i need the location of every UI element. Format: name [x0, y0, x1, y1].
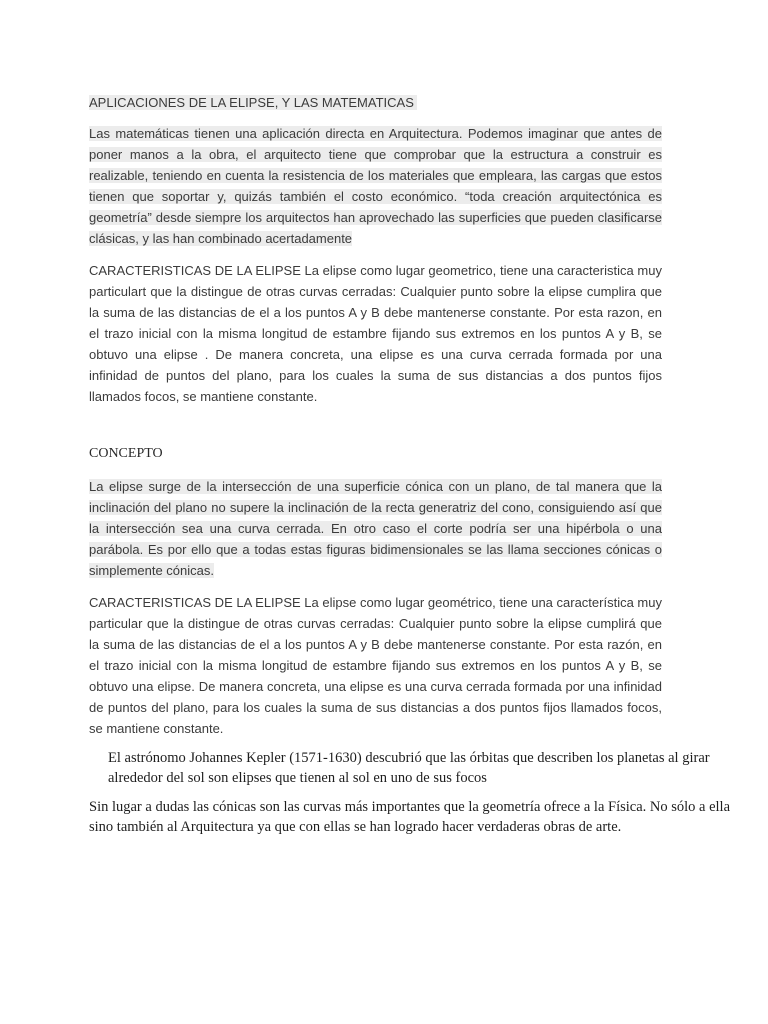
paragraph-concept-text: La elipse surge de la intersección de una superficie cónica con un plano, de tal manera que la inclinación del plano no supere la inclinación de la recta generatriz del cono, consiguiendo así que la intersección sea una curva cerrada. En otro caso el corte podría ser una hipérbola o una parábola. Es por ello que a todas estas figuras bidimensionales se las llama secciones cónicas o simplemente cónicas. — [89, 479, 662, 578]
document-title-text: APLICACIONES DE LA ELIPSE, Y LAS MATEMATICAS — [89, 95, 417, 110]
paragraph-characteristics: CARACTERISTICAS DE LA ELIPSE La elipse como lugar geometrico, tiene una caracteristica muy particulart que la distingue de otras curvas cerradas: Cualquier punto sobre la elipse cumplira que la suma de las distancias de el a los puntos A y B debe mantenerse constante. Por esta razon, en el trazo inicial con la misma longitud de estambre fijando sus extremos en los puntos A y B, se obtuvo una elipse . De manera concreta, una elipse es una curva cerrada formada por una infinidad de puntos del plano, para los cuales la suma de sus distancias a dos puntos fijos llamados focos, se mantiene constante. — [89, 263, 662, 404]
paragraph-characteristics-accented: CARACTERISTICAS DE LA ELIPSE La elipse como lugar geométrico, tiene una característica muy particular que la distingue de otras curvas cerradas: Cualquier punto sobre la elipse cumplirá que la suma de las distancias de el a los puntos A y B debe mantenerse constante. Por esta razón, en el trazo inicial con la misma longitud de estambre fijando sus extremos en los puntos A y B, se obtuvo una elipse. De manera concreta, una elipse es una curva cerrada formada por una infinidad de puntos del plano, para los cuales la suma de sus distancias a dos puntos fijos llamados focos, se mantiene constante. — [89, 595, 662, 736]
paragraph-concept — [89, 476, 662, 581]
document-title — [89, 92, 662, 113]
concept-heading: CONCEPTO — [89, 446, 163, 461]
kepler-quote: El astrónomo Johannes Kepler (1571-1630) descubrió que las órbitas que describen los planetas al girar alrededor del sol son elipses que tienen al sol en uno de sus focos — [108, 750, 710, 786]
paragraph-architecture — [89, 123, 662, 249]
paragraph-conclusion: Sin lugar a dudas las cónicas son las curvas más importantes que la geometría ofrece a la Física. No sólo a ella sino también al Arquitectura ya que con ellas se han logrado hacer verdaderas obras de arte. — [89, 799, 731, 835]
paragraph-architecture-text: Las matemáticas tienen una aplicación directa en Arquitectura. Podemos imaginar que antes de poner manos a la obra, el arquitecto tiene que comprobar que la estructura a construir es realizable, teniendo en cuenta la resistencia de los materiales que empleara, las cargas que estos tienen que soportar y, quizás también el costo económico. “toda creación arquitectónica es geometría” desde siempre los arquitectos han aprovechado las superficies que pueden clasificarse clásicas, y las han combinado acertadamente — [89, 126, 662, 246]
